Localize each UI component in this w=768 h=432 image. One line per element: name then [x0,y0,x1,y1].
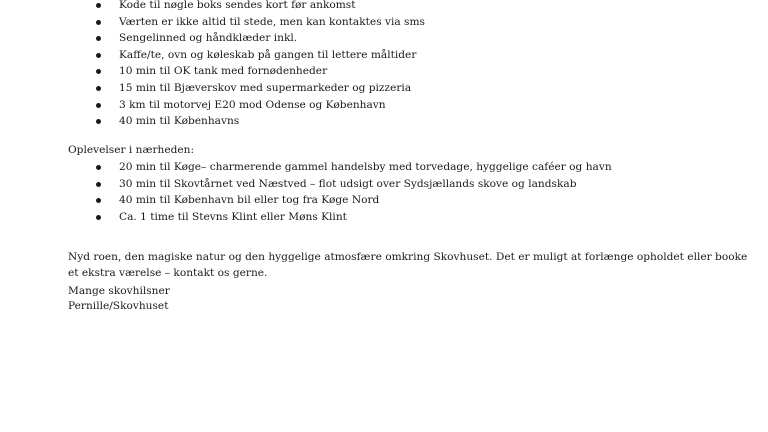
list-item-text: 30 min til Skovtårnet ved Næstved – flot udsigt over Sydsjællands skove og landskab [119,177,577,190]
bullet-icon [96,20,101,25]
list-item [68,97,425,114]
list-item [68,192,612,209]
list-item [68,47,425,64]
bullet-icon [96,165,101,170]
greeting-line: Mange skovhilsner [68,285,170,297]
closing-paragraph: Nyd roen, den magiske natur og den hyggelige atmosfære omkring Skovhuset. Det er muligt at forlænge opholdet eller booke et ekstra værelse – kontakt os gerne. [68,250,748,279]
bullet-icon [96,119,101,124]
bullet-icon [96,3,101,8]
bullet-icon [96,215,101,220]
list-item [68,176,612,193]
bullet-icon [96,53,101,58]
practical-info-list [68,0,425,130]
list-item [68,80,425,97]
experiences-list [68,159,612,225]
list-item-text: 3 km til motorvej E20 mod Odense og København [119,98,386,111]
bullet-icon [96,69,101,74]
list-item-text: 40 min til København bil eller tog fra Køge Nord [119,194,380,207]
bullet-icon [96,86,101,91]
list-item [68,30,425,47]
list-item [68,14,425,31]
list-item [68,159,612,176]
list-item-text: 10 min til OK tank med fornødenheder [119,65,328,78]
list-item-text: Kaffe/te, ovn og køleskab på gangen til lettere måltider [119,48,417,61]
list-item [68,0,425,14]
section-heading: Oplevelser i nærheden: [68,144,195,156]
list-item [68,113,425,130]
list-item-text: Ca. 1 time til Stevns Klint eller Møns Klint [119,210,347,223]
list-item [68,209,612,226]
list-item [68,63,425,80]
signature-line: Pernille/Skovhuset [68,300,169,312]
bullet-icon [96,103,101,108]
bullet-icon [96,36,101,41]
list-item-text: 20 min til Køge– charmerende gammel handelsby med torvedage, hyggelige caféer og havn [119,161,612,173]
list-item-text: 15 min til Bjæverskov med supermarkeder og pizzeria [119,81,412,94]
list-item-text: Værten er ikke altid til stede, men kan kontaktes via sms [119,15,425,28]
bullet-icon [96,182,101,187]
bullet-icon [96,198,101,203]
list-item-text: 40 min til Københavns [119,115,240,128]
list-item-text: Sengelinned og håndklæder inkl. [119,32,298,45]
list-item-text: Kode til nøgle boks sendes kort før ankomst [119,0,356,11]
